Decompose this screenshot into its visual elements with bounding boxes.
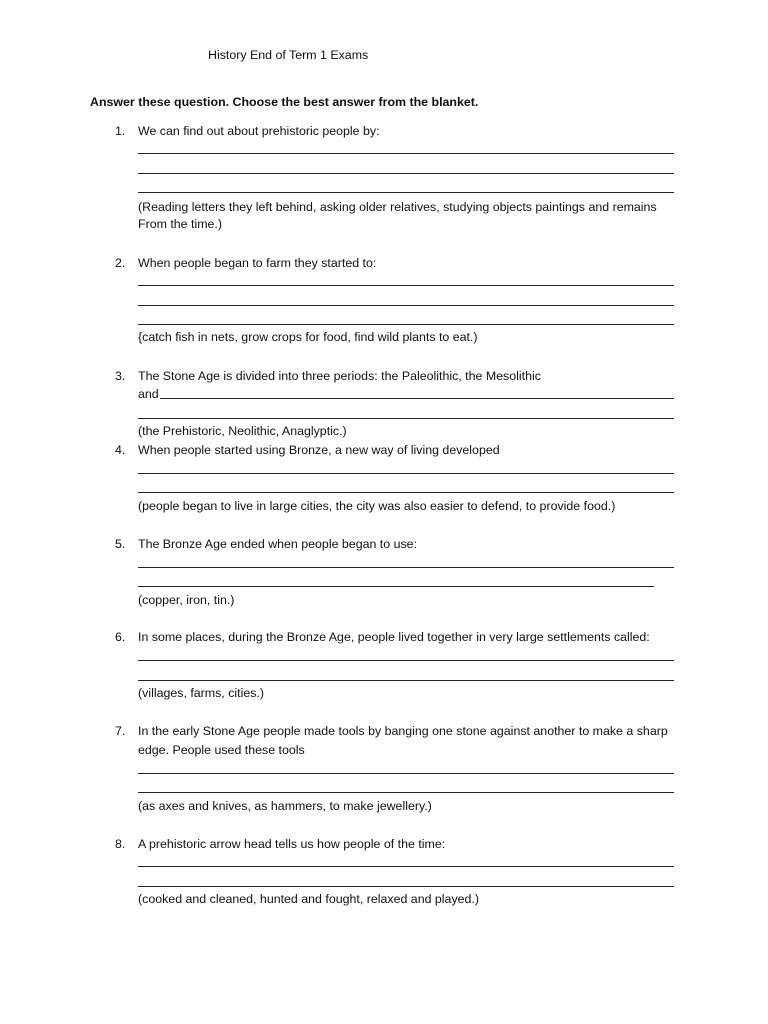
- instructions: Answer these question. Choose the best answer from the blanket.: [90, 95, 479, 109]
- answer-options-line-1: (Reading letters they left behind, asking older relatives, studying objects paintings and remains: [138, 200, 657, 214]
- answer-line[interactable]: [138, 773, 674, 774]
- question-number: 4.: [115, 443, 126, 457]
- answer-line[interactable]: [138, 305, 674, 306]
- question-text: A prehistoric arrow head tells us how people of the time:: [138, 837, 446, 851]
- answer-options: (as axes and knives, as hammers, to make jewellery.): [138, 799, 432, 813]
- answer-line[interactable]: [138, 792, 674, 793]
- question-number: 1.: [115, 124, 126, 138]
- answer-line[interactable]: [160, 398, 674, 399]
- answer-options: (cooked and cleaned, hunted and fought, relaxed and played.): [138, 892, 479, 906]
- answer-line[interactable]: [138, 567, 674, 568]
- answer-line[interactable]: [138, 680, 674, 681]
- question-text: When people began to farm they started to:: [138, 256, 377, 270]
- and-label: and: [138, 387, 159, 401]
- answer-options: (people began to live in large cities, the city was also easier to defend, to provide food.): [138, 499, 616, 513]
- question-text: The Stone Age is divided into three periods: the Paleolithic, the Mesolithic: [138, 369, 541, 383]
- question-text: In the early Stone Age people made tools by banging one stone against another to make a sharp: [138, 724, 668, 738]
- question-text: We can find out about prehistoric people by:: [138, 124, 380, 138]
- question-text: The Bronze Age ended when people began to use:: [138, 537, 418, 551]
- question-text: When people started using Bronze, a new way of living developed: [138, 443, 500, 457]
- answer-line[interactable]: [138, 886, 674, 887]
- answer-line[interactable]: [138, 492, 674, 493]
- answer-options: (villages, farms, cities.): [138, 686, 264, 700]
- question-number: 5.: [115, 537, 126, 551]
- question-text-line-2: edge. People used these tools: [138, 743, 305, 757]
- answer-line[interactable]: [138, 866, 674, 867]
- answer-line[interactable]: [138, 192, 674, 193]
- answer-line[interactable]: [138, 324, 674, 325]
- answer-line[interactable]: [138, 586, 654, 587]
- question-number: 6.: [115, 630, 126, 644]
- question-number: 2.: [115, 256, 126, 270]
- answer-line[interactable]: [138, 153, 674, 154]
- answer-options: (the Prehistoric, Neolithic, Anaglyptic.): [138, 424, 347, 438]
- answer-line[interactable]: [138, 473, 674, 474]
- answer-line[interactable]: [138, 173, 674, 174]
- answer-line[interactable]: [138, 418, 674, 419]
- question-number: 7.: [115, 724, 126, 738]
- answer-line[interactable]: [138, 285, 674, 286]
- answer-options: {catch fish in nets, grow crops for food, find wild plants to eat.): [138, 330, 478, 344]
- answer-options-line-2: From the time.): [138, 217, 222, 231]
- question-number: 3.: [115, 369, 126, 383]
- answer-line[interactable]: [138, 660, 674, 661]
- question-text: In some places, during the Bronze Age, people lived together in very large settlements called:: [138, 630, 650, 644]
- question-number: 8.: [115, 837, 126, 851]
- document-title: History End of Term 1 Exams: [208, 48, 369, 62]
- answer-options: (copper, iron, tin.): [138, 593, 235, 607]
- answer-options: [138, 200, 698, 231]
